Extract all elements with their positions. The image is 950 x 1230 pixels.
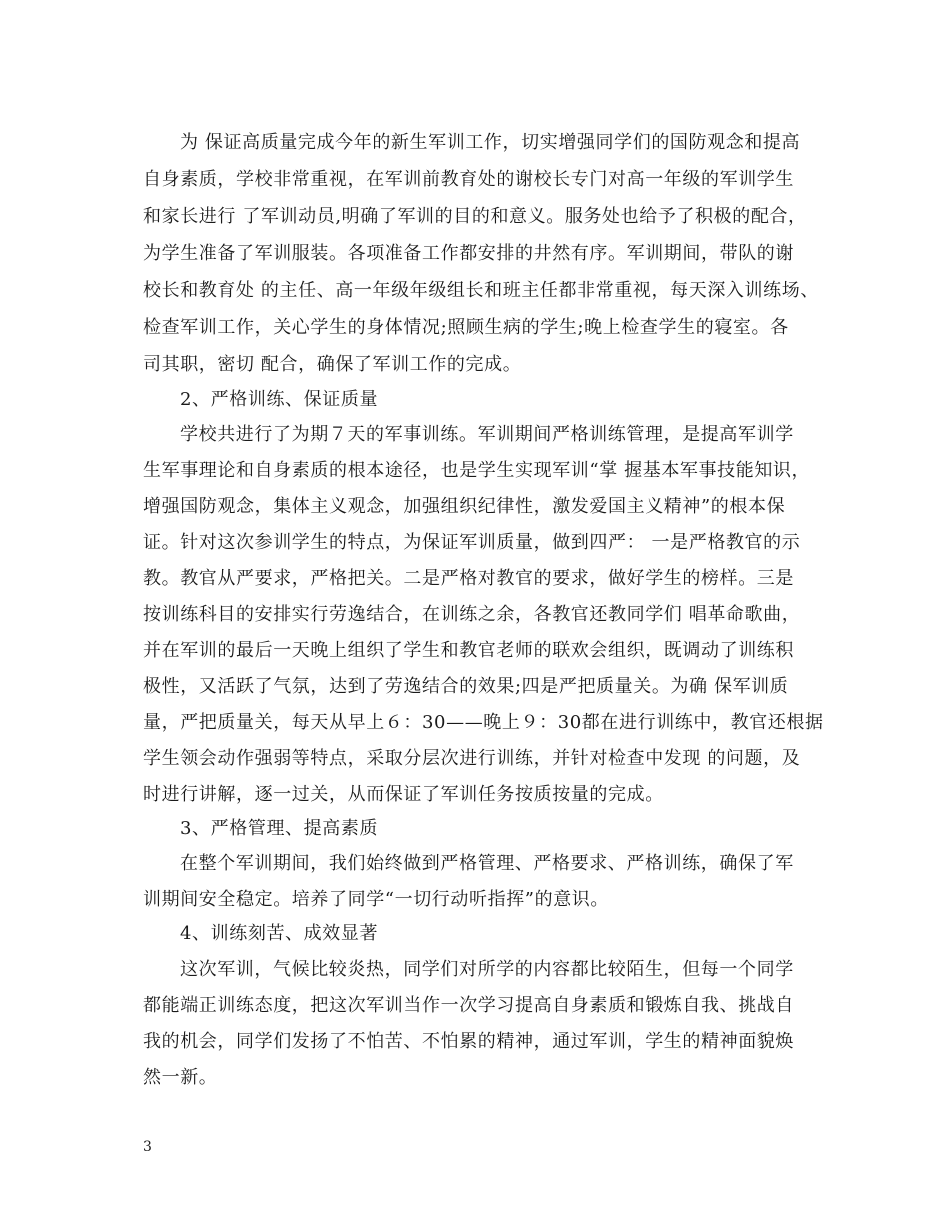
section-heading: 3、严格管理、提高素质 [180, 818, 379, 839]
paragraph-line: 学生领会动作强弱等特点，采取分层次进行训练，并针对检查中发现 的问题，及 [143, 748, 801, 769]
paragraph-line: 极性，又活跃了气氛，达到了劳逸结合的效果;四是严把质量关。为确 保军训质 [143, 676, 789, 697]
paragraph-line: 为学生准备了军训服装。各项准备工作都安排的井然有序。军训期间，带队的谢 [143, 243, 794, 264]
section-heading: 4、训练刻苦、成效显著 [180, 923, 379, 944]
paragraph-line: 我的机会，同学们发扬了不怕苦、不怕累的精神，通过军训，学生的精神面貌焕 [143, 1031, 794, 1052]
paragraph-line: 检查军训工作，关心学生的身体情况;照顾生病的学生;晚上检查学生的寝室。各 [143, 317, 789, 338]
paragraph-line: 教。教官从严要求，严格把关。二是严格对教官的要求，做好学生的榜样。三是 [143, 568, 794, 589]
paragraph-line: 都能端正训练态度，把这次军训当作一次学习提高自身素质和锻炼自我、挑战自 [143, 995, 794, 1016]
paragraph-line: 校长和教育处 的主任、高一年级年级组长和班主任都非常重视，每天深入训练场、 [143, 280, 819, 301]
paragraph-line: 增强国防观念，集体主义观念，加强组织纪律性，激发爱国主义精神”的根本保 [143, 496, 786, 517]
paragraph-line: 为 保证高质量完成今年的新生军训工作，切实增强同学们的国防观念和提高 [180, 132, 801, 153]
paragraph-line: 然一新。 [143, 1067, 218, 1088]
paragraph-line: 自身素质，学校非常重视，在军训前教育处的谢校长专门对高一年级的军训学生 [143, 169, 794, 190]
paragraph-line: 和家长进行 了军训动员,明确了军训的目的和意义。服务处也给予了积极的配合， [143, 206, 807, 227]
paragraph-line: 司其职，密切 配合，确保了军训工作的完成。 [143, 354, 522, 375]
paragraph-line: 并在军训的最后一天晚上组织了学生和教官老师的联欢会组织，既调动了训练积 [143, 640, 794, 661]
paragraph-line: 这次军训，气候比较炎热，同学们对所学的内容都比较陌生，但每一个同学 [180, 959, 794, 980]
paragraph-line: 证。针对这次参训学生的特点，为保证军训质量，做到四严： 一是严格教官的示 [143, 532, 801, 553]
paragraph-line: 时进行讲解，逐一过关，从而保证了军训任务按质按量的完成。 [143, 784, 664, 805]
paragraph-line: 在整个军训期间，我们始终做到严格管理、严格要求、严格训练，确保了军 [180, 853, 794, 874]
section-heading: 2、严格训练、保证质量 [180, 389, 379, 410]
paragraph-line: 学校共进行了为期７天的军事训练。军训期间严格训练管理，是提高军训学 [180, 424, 794, 445]
paragraph-line: 量，严把质量关，每天从早上６：30——晚上９：30都在进行训练中，教官还根据 [143, 712, 824, 733]
paragraph-line: 按训练科目的安排实行劳逸结合，在训练之余，各教官还教同学们 唱革命歌曲， [143, 604, 801, 625]
page-number: 3 [143, 1139, 152, 1155]
paragraph-line: 训期间安全稳定。培养了同学“一切行动听指挥”的意识。 [143, 889, 610, 910]
paragraph-line: 生军事理论和自身素质的根本途径，也是学生实现军训“掌 握基本军事技能知识， [143, 460, 811, 481]
